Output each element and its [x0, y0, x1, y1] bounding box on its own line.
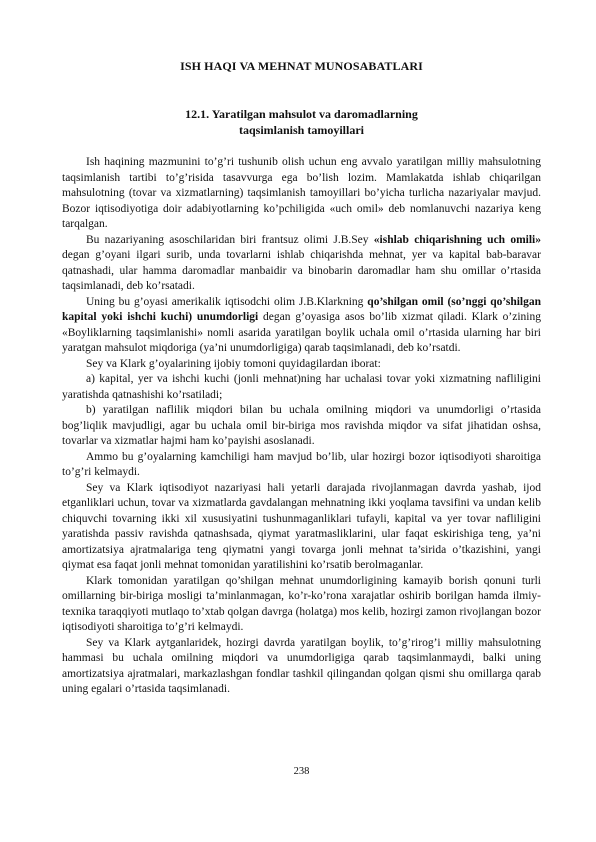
paragraph-bold-term: qo’shilgan omil (so’nggi qo’shilgan kapital yoki ishchi kuchi) unumdorligi	[62, 295, 541, 323]
paragraph: Ish haqining mazmunini to’g’ri tushunib olish uchun eng avvalo yaratilgan milliy mahsulotning taqsimlanish tartibi to’g’risida tasavvurga ega bo’lish lozim. Mamlakatda ishlab chiqarilgan mahsulotning (tovar va xizmatlarning) taqsimlanish tamoyillari bo’yicha turlicha nazariyalar mavjud. Bozor iqtisodiyotiga doir adabiyotlarning ko’pchiligida «uch omil» deb nomlanuvchi nazariya keng tarqalgan.	[62, 156, 541, 230]
section-title-line-1: 12.1. Yaratilgan mahsulot va daromadlarning	[185, 107, 418, 121]
page-number: 238	[293, 766, 310, 777]
paragraph-text: degan g’oyani ilgari surib, unda tovarlarni ishlab chiqarishda mehnat, yer va kapital bab-baravar qatnashadi, ular hamma daromadlar manbaidir va binobarin daromadlar ham shu omillar o’rtasida taqsimlanadi, deb ko’rsatadi.	[62, 249, 541, 292]
paragraph: Ammo bu g’oyalarning kamchiligi ham mavjud bo’lib, ular hozirgi bozor iqtisodiyoti sharoitiga to’g’ri kelmaydi.	[62, 450, 541, 478]
section-title	[62, 107, 541, 138]
list-item-b: b) yaratilgan naflilik miqdori bilan bu uchala omilning miqdori va unumdorligi o’rtasida bog’liqlik mavjudligi, agar bu uchala omil bir-biriga mos ravishda miqdor va sifat jihatidan oshsa, tovarlar va xizmatlar hajmi ham ko’payishi asoslanadi.	[62, 404, 541, 447]
paragraph-text: degan g’oyasiga asos bo’lib xizmat qiladi. Klark o’zining «Boyliklarning taqsimlanishi» nomli asarida yaratilgan boylik uchala omil o’rtasida ularning har biri yaratgan mahsulot miqdoriga (ya’ni unumdorligiga) qarab taqsimlanadi, deb ko’rsatdi.	[62, 311, 541, 354]
chapter-title: ISH HAQI VA MEHNAT MUNOSABATLARI	[180, 59, 423, 73]
paragraph-text: Bu nazariyaning asoschilaridan biri frantsuz olimi J.B.Sey	[86, 233, 374, 246]
list-item-a: a) kapital, yer va ishchi kuchi (jonli mehnat)ning har uchalasi tovar yoki xizmatning nafliligini yaratishda qatnashishi ko’rsatiladi;	[62, 373, 541, 401]
paragraph-bold-term: «ishlab chiqarishning uch omili»	[373, 233, 541, 246]
paragraph: Sey va Klark aytganlaridek, hozirgi davrda yaratilgan boylik, to’g’rirog’i milliy mahsulotning hammasi bu uchala omilning miqdori va unumdorligiga qarab taqsimlanmaydi, balki uning amortizatsiya ajratmalari, markazlashgan fondlar tashkil qilingandan qolgan qismi shu omillarga qarab uning egalari o’rtasida taqsimlanadi.	[62, 636, 541, 695]
document-page	[62, 0, 541, 842]
section-title-line-2: taqsimlanish tamoyillari	[238, 122, 364, 137]
body-text	[62, 155, 541, 698]
paragraph: Sey va Klark iqtisodiyot nazariyasi hali yetarli darajada rivojlanmagan davrda yashab, ijod etganliklari uchun, tovar va xizmatlarda gavdalangan mehnatning ikki yoqlama tavsifini va undan kelib chiquvchi tovarning ikki xil xususiyatini tushunmaganliklari tufayli, kapital va yer tovar nafliligini yaratishda passiv ravishda qatnashsada, qiymat yaratmasliklarini, ular faqat eskirishiga teng, ya’ni amortizatsiya ajratmalariga teng qiymatni yangi tovarga jonli mehnat ta’sirida o’tkazishini, yangi qiymat esa faqat jonli mehnat tomonidan yaratilishini ko’rsatib berolmaganlar.	[62, 481, 541, 571]
paragraph-text: Uning bu g’oyasi amerikalik iqtisodchi olim J.B.Klarkning	[86, 295, 368, 308]
paragraph	[62, 233, 541, 295]
paragraph	[62, 295, 541, 357]
paragraph: Klark tomonidan yaratilgan qo’shilgan mehnat unumdorligining kamayib borish qonuni turli omillarning bir-biriga mosligi ta’minlanmagan, ko’r-ko’rona xarajatlar oshirib borilgan hamda ilmiy-texnika taraqqiyoti mutlaqo to’xtab qolgan davrga (holatga) mos kelib, hozirgi zamon rivojlangan bozor iqtisodiyoti sharoitiga to’g’ri kelmaydi.	[62, 574, 541, 633]
paragraph: Sey va Klark g’oyalarining ijobiy tomoni quyidagilardan iborat:	[86, 357, 381, 370]
